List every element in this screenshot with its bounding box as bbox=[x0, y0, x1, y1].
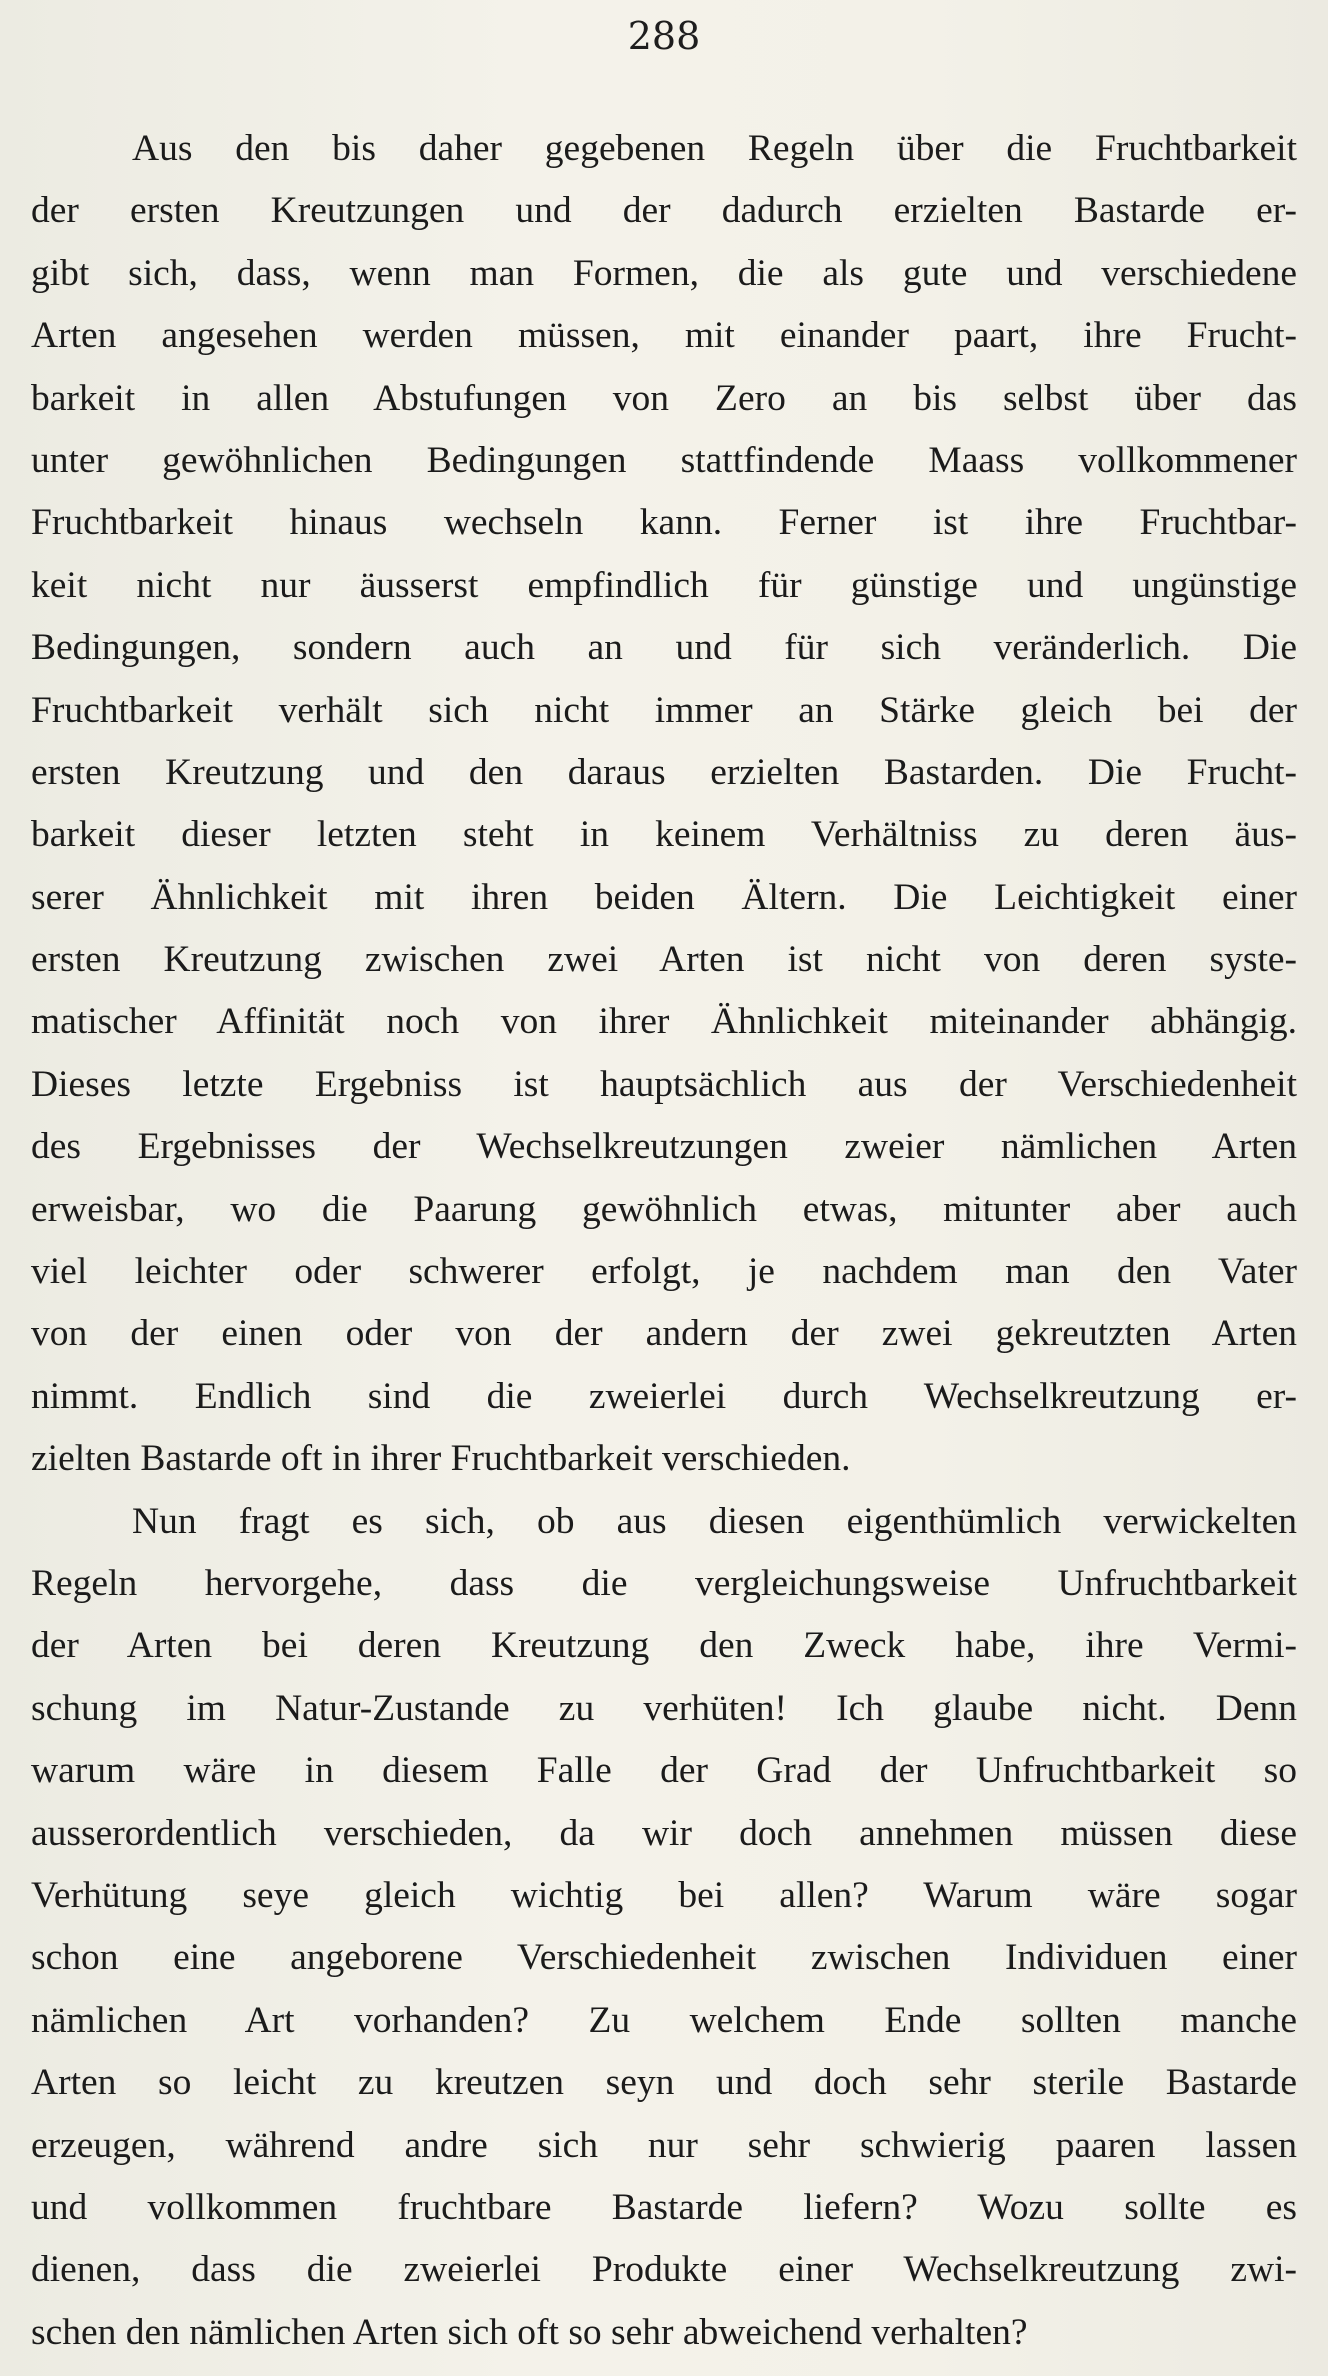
text-line: ausserordentlich verschieden, da wir doch annehmen müssen diese bbox=[31, 1812, 1297, 1854]
text-line: ersten Kreutzung zwischen zwei Arten ist nicht von deren syste- bbox=[31, 939, 1297, 981]
page-number: 288 bbox=[627, 14, 701, 58]
text-line: Nun fragt es sich, ob aus diesen eigenthümlich verwickelten bbox=[132, 1500, 1297, 1542]
text-line: schen den nämlichen Arten sich oft so sehr abweichend verhalten? bbox=[31, 2311, 1028, 2353]
text-line: Fruchtbarkeit hinaus wechseln kann. Ferner ist ihre Fruchtbar- bbox=[31, 502, 1297, 544]
text-line: barkeit in allen Abstufungen von Zero an bis selbst über das bbox=[31, 377, 1297, 419]
text-line: Verhütung seye gleich wichtig bei allen? Warum wäre sogar bbox=[31, 1874, 1297, 1916]
text-line: Aus den bis daher gegebenen Regeln über die Fruchtbarkeit bbox=[132, 128, 1297, 169]
page-text bbox=[31, 118, 1297, 2364]
text-line: Regeln hervorgehe, dass die vergleichungsweise Unfruchtbarkeit bbox=[31, 1562, 1297, 1604]
text-line: Dieses letzte Ergebniss ist hauptsächlich aus der Verschiedenheit bbox=[31, 1063, 1297, 1105]
text-line: nämlichen Art vorhanden? Zu welchem Ende sollten manche bbox=[31, 1999, 1297, 2041]
text-line: der ersten Kreutzungen und der dadurch erzielten Bastarde er- bbox=[31, 190, 1297, 232]
text-line: erweisbar, wo die Paarung gewöhnlich etwas, mitunter aber auch bbox=[31, 1188, 1297, 1230]
paragraph-2 bbox=[31, 1491, 1297, 2364]
text-line: gibt sich, dass, wenn man Formen, die als gute und verschiedene bbox=[31, 252, 1297, 294]
text-line: schon eine angeborene Verschiedenheit zwischen Individuen einer bbox=[31, 1937, 1297, 1979]
text-line: erzeugen, während andre sich nur sehr schwierig paaren lassen bbox=[31, 2124, 1297, 2166]
text-line: viel leichter oder schwerer erfolgt, je nachdem man den Vater bbox=[31, 1251, 1297, 1293]
text-line: Arten angesehen werden müssen, mit einander paart, ihre Frucht- bbox=[31, 315, 1297, 357]
text-line: zielten Bastarde oft in ihrer Fruchtbarkeit verschieden. bbox=[31, 1438, 851, 1480]
text-line: der Arten bei deren Kreutzung den Zweck habe, ihre Vermi- bbox=[31, 1625, 1297, 1667]
text-line: matischer Affinität noch von ihrer Ähnlichkeit miteinander abhängig. bbox=[31, 1001, 1297, 1043]
text-line: serer Ähnlichkeit mit ihren beiden Ältern. Die Leichtigkeit einer bbox=[31, 876, 1297, 918]
paragraph-1 bbox=[31, 118, 1297, 1491]
text-line: von der einen oder von der andern der zwei gekreutzten Arten bbox=[31, 1313, 1297, 1355]
text-line: und vollkommen fruchtbare Bastarde liefern? Wozu sollte es bbox=[31, 2186, 1297, 2228]
text-line: des Ergebnisses der Wechselkreutzungen zweier nämlichen Arten bbox=[31, 1126, 1297, 1168]
text-line: Arten so leicht zu kreutzen seyn und doch sehr sterile Bastarde bbox=[31, 2062, 1297, 2104]
text-line: nimmt. Endlich sind die zweierlei durch Wechselkreutzung er- bbox=[31, 1375, 1297, 1417]
text-line: Fruchtbarkeit verhält sich nicht immer an Stärke gleich bei der bbox=[31, 689, 1297, 731]
text-line: schung im Natur-Zustande zu verhüten! Ich glaube nicht. Denn bbox=[31, 1687, 1297, 1729]
text-line: barkeit dieser letzten steht in keinem Verhältniss zu deren äus- bbox=[31, 814, 1297, 856]
text-line: ersten Kreutzung und den daraus erzielten Bastarden. Die Frucht- bbox=[31, 751, 1297, 793]
text-line: Bedingungen, sondern auch an und für sich veränderlich. Die bbox=[31, 627, 1297, 669]
text-line: keit nicht nur äusserst empfindlich für günstige und ungünstige bbox=[31, 564, 1297, 606]
text-line: warum wäre in diesem Falle der Grad der Unfruchtbarkeit so bbox=[31, 1750, 1297, 1792]
text-line: unter gewöhnlichen Bedingungen stattfindende Maass vollkommener bbox=[31, 439, 1297, 481]
text-line: dienen, dass die zweierlei Produkte einer Wechselkreutzung zwi- bbox=[31, 2249, 1297, 2291]
